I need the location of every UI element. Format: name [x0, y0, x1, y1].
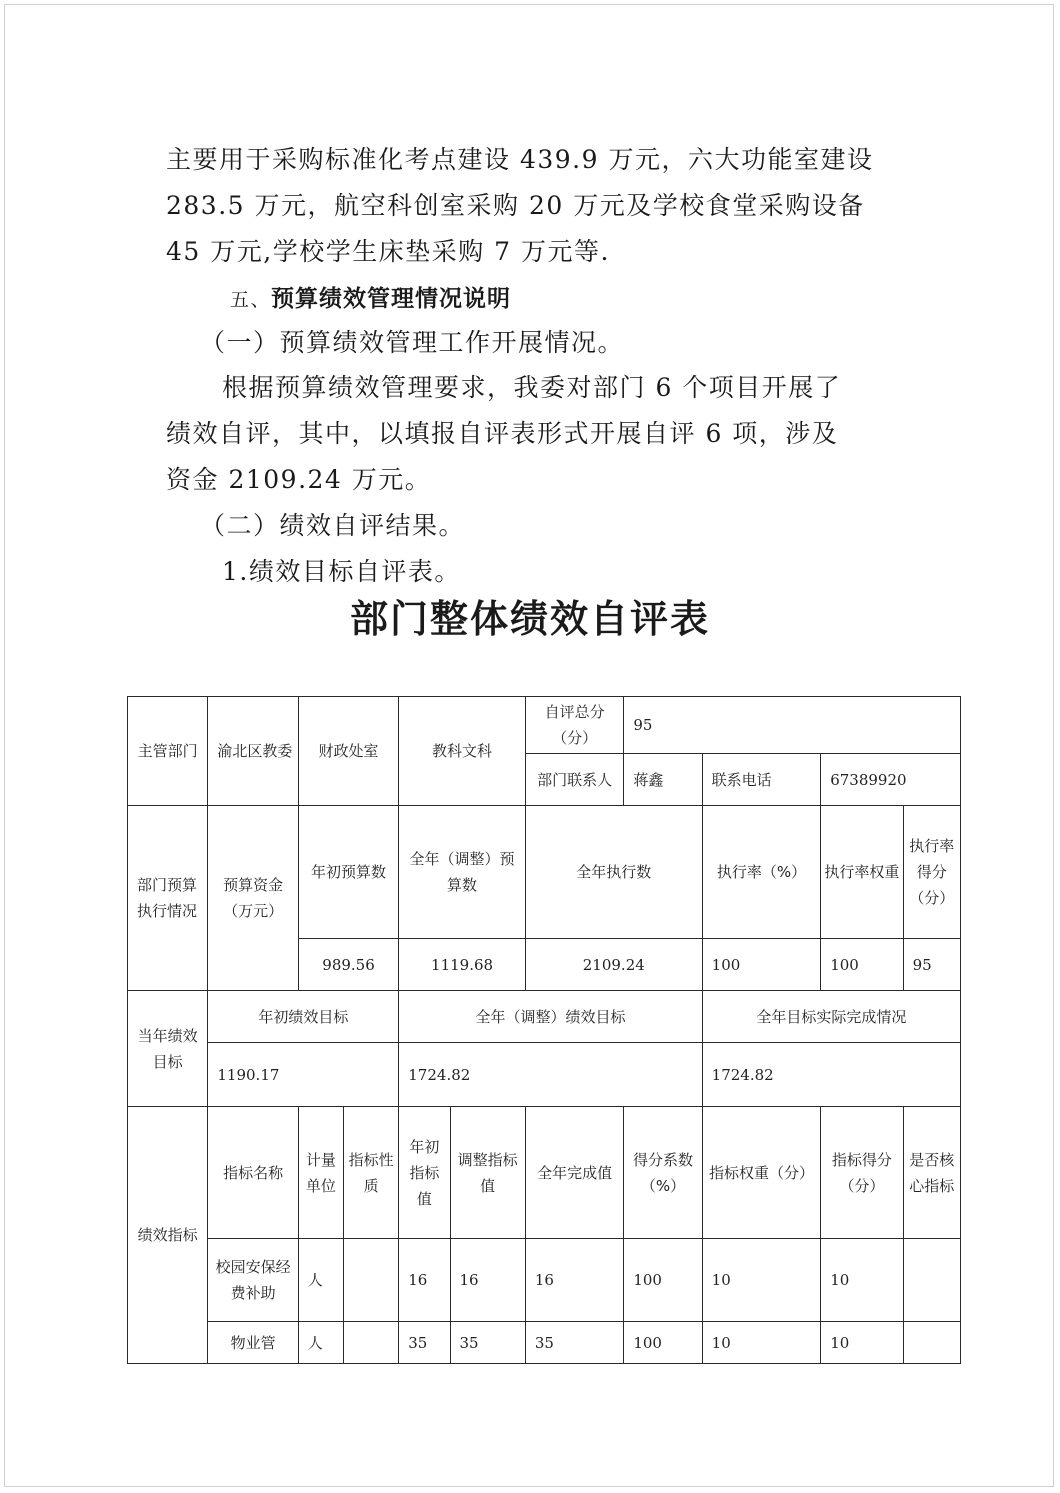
ind-header-nature: 指标性质	[344, 1107, 399, 1239]
table-title: 部门整体绩效自评表	[349, 597, 710, 641]
ind-cell-name: 校园安保经费补助	[208, 1239, 298, 1322]
ind-header-completed: 全年完成值	[525, 1107, 623, 1239]
targets-value-initial: 1190.17	[208, 1043, 399, 1107]
ind-cell-core	[903, 1239, 960, 1322]
body-1-line-3: 资金 2109.24 万元。	[166, 465, 432, 494]
indicators-section-label: 绩效指标	[128, 1107, 208, 1364]
subheading-1: （一）预算绩效管理工作开展情况。	[200, 328, 625, 357]
budget-value-executed: 2109.24	[525, 939, 702, 991]
budget-section-label: 部门预算执行情况	[128, 806, 208, 991]
ind-cell-core	[903, 1322, 960, 1364]
budget-header-exec-rate: 执行率（%）	[702, 806, 821, 939]
ind-cell-nature	[344, 1239, 399, 1322]
ind-cell-score: 10	[821, 1239, 903, 1322]
budget-value-exec-score: 95	[903, 939, 960, 991]
budget-value-initial: 989.56	[298, 939, 398, 991]
targets-value-actual: 1724.82	[702, 1043, 960, 1107]
ind-header-initial: 年初指标值	[399, 1107, 450, 1239]
body-1-line-1: 根据预算绩效管理要求，我委对部门 6 个项目开展了	[222, 373, 842, 402]
targets-value-adjusted: 1724.82	[399, 1043, 702, 1107]
contact-value: 蒋鑫	[624, 754, 702, 806]
table-row	[128, 1239, 961, 1322]
phone-value: 67389920	[821, 754, 961, 806]
ind-cell-initial: 16	[399, 1239, 450, 1322]
ind-cell-weight: 10	[702, 1239, 821, 1322]
budget-value-exec-weight: 100	[821, 939, 903, 991]
ind-header-weight: 指标权重（分）	[702, 1107, 821, 1239]
table-row	[128, 991, 961, 1043]
score-total-label: 自评总分（分）	[525, 697, 623, 754]
list-item-1: 1.绩效目标自评表。	[222, 557, 461, 586]
score-total-value: 95	[624, 697, 961, 754]
section-5-number: 五、	[230, 289, 272, 311]
budget-value-adjusted: 1119.68	[399, 939, 526, 991]
targets-header-actual: 全年目标实际完成情况	[702, 991, 960, 1043]
ind-cell-coefficient: 100	[624, 1239, 702, 1322]
table-row	[128, 1107, 961, 1239]
phone-label: 联系电话	[702, 754, 821, 806]
supervisor-value: 渝北区教委	[208, 697, 298, 806]
supervisor-label: 主管部门	[128, 697, 208, 806]
budget-header-executed: 全年执行数	[525, 806, 702, 939]
ind-cell-coefficient: 100	[624, 1322, 702, 1364]
office-value: 教科文科	[399, 697, 526, 806]
ind-header-name: 指标名称	[208, 1107, 298, 1239]
table-row	[128, 1043, 961, 1107]
ind-cell-name: 物业管	[208, 1322, 298, 1364]
budget-header-adjusted: 全年（调整）预算数	[399, 806, 526, 939]
table-row	[128, 806, 961, 939]
ind-header-score: 指标得分（分）	[821, 1107, 903, 1239]
ind-cell-completed: 16	[525, 1239, 623, 1322]
ind-cell-nature	[344, 1322, 399, 1364]
paragraph-line-2: 283.5 万元，航空科创室采购 20 万元及学校食堂采购设备	[166, 191, 865, 220]
table-row	[128, 697, 961, 754]
ind-cell-completed: 35	[525, 1322, 623, 1364]
ind-header-unit: 计量单位	[298, 1107, 343, 1239]
paragraph-line-1: 主要用于采购标准化考点建设 439.9 万元，六大功能室建设	[166, 145, 874, 174]
contact-label: 部门联系人	[525, 754, 623, 806]
subheading-2: （二）绩效自评结果。	[200, 511, 466, 540]
ind-cell-initial: 35	[399, 1322, 450, 1364]
body-1-line-2: 绩效自评，其中，以填报自评表形式开展自评 6 项，涉及	[166, 419, 839, 448]
ind-cell-adjusted: 35	[450, 1322, 525, 1364]
ind-header-adjusted: 调整指标值	[450, 1107, 525, 1239]
ind-cell-weight: 10	[702, 1322, 821, 1364]
ind-cell-unit: 人	[298, 1239, 343, 1322]
section-5-title: 预算绩效管理情况说明	[271, 286, 512, 312]
targets-section-label: 当年绩效目标	[128, 991, 208, 1107]
budget-header-exec-weight: 执行率权重	[821, 806, 903, 939]
ind-cell-unit: 人	[298, 1322, 343, 1364]
performance-table	[127, 696, 961, 1364]
ind-header-coefficient: 得分系数（%）	[624, 1107, 702, 1239]
table-row	[128, 1322, 961, 1364]
paragraph-line-3: 45 万元,学校学生床垫采购 7 万元等.	[166, 237, 610, 266]
budget-value-exec-rate: 100	[702, 939, 821, 991]
office-label: 财政处室	[298, 697, 398, 806]
section-5-heading	[230, 282, 511, 316]
ind-cell-score: 10	[821, 1322, 903, 1364]
budget-header-initial: 年初预算数	[298, 806, 398, 939]
ind-cell-adjusted: 16	[450, 1239, 525, 1322]
targets-header-initial: 年初绩效目标	[208, 991, 399, 1043]
budget-header-exec-score: 执行率得分（分）	[903, 806, 960, 939]
budget-funds-label: 预算资金（万元）	[208, 806, 298, 991]
ind-header-core: 是否核心指标	[903, 1107, 960, 1239]
targets-header-adjusted: 全年（调整）绩效目标	[399, 991, 702, 1043]
